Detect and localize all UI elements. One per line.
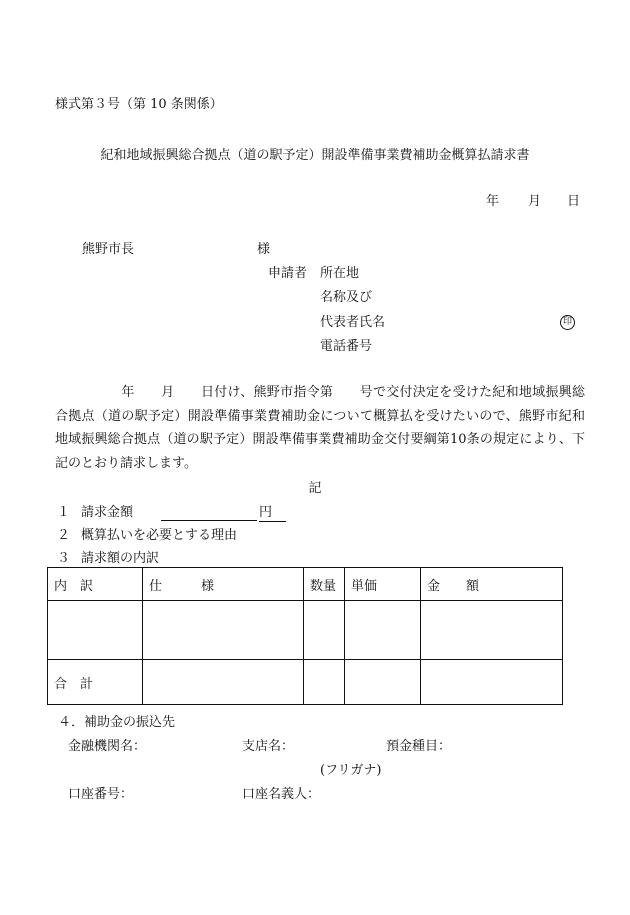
item-number: １ (57, 505, 71, 520)
applicant-representative-label: 代表者氏名 (320, 315, 386, 330)
cell-specification[interactable] (143, 601, 304, 660)
date-day: 日 (567, 194, 581, 209)
table-row (48, 601, 563, 660)
header-quantity: 数量 (304, 568, 345, 601)
cell-unit-price[interactable] (345, 601, 421, 660)
amount-blank[interactable] (161, 506, 257, 521)
cell-breakdown[interactable] (48, 601, 143, 660)
applicant-label: 申請者 (268, 266, 308, 281)
bank-name-label: 金融機関名： (68, 739, 147, 754)
table-total-row (48, 660, 563, 705)
date-month: 月 (528, 194, 542, 209)
item-reason (57, 528, 237, 544)
header-breakdown: 内 訳 (48, 568, 143, 601)
transfer-heading: ４．補助金の振込先 (58, 715, 176, 730)
table-header-row (48, 568, 563, 601)
applicant-address-label: 所在地 (320, 266, 360, 281)
account-number-label: 口座番号： (68, 787, 134, 802)
applicant-phone-label: 電話番号 (320, 339, 373, 354)
applicant-name-label: 名称及び (320, 290, 373, 305)
cell-total-specification[interactable] (143, 660, 304, 705)
header-amount: 金 額 (421, 568, 563, 601)
date-year: 年 (486, 194, 500, 209)
item-label: 請求額の内訳 (81, 551, 160, 566)
item-number: ３ (57, 551, 71, 566)
deposit-type-label: 預金種目： (386, 739, 452, 754)
furigana-label: (フリガナ) (320, 763, 382, 778)
cell-total-quantity[interactable] (304, 660, 345, 705)
addressee-name: 熊野市長 (82, 242, 135, 257)
form-number: 様式第３号（第 10 条関係） (55, 97, 223, 112)
seal-mark: 印 (560, 315, 575, 330)
breakdown-table (47, 567, 563, 705)
total-label: 合 計 (48, 660, 143, 705)
addressee-honorific: 様 (257, 242, 271, 257)
cell-amount[interactable] (421, 601, 563, 660)
header-unit-price: 単価 (345, 568, 421, 601)
yen-unit: 円 (259, 505, 286, 522)
item-number: ２ (57, 528, 71, 543)
cell-quantity[interactable] (304, 601, 345, 660)
item-label: 請求金額 (81, 505, 134, 520)
account-holder-label: 口座名義人： (242, 787, 321, 802)
item-label: 概算払いを必要とする理由 (81, 528, 238, 543)
ki-heading: 記 (308, 481, 322, 496)
cell-total-amount[interactable] (421, 660, 563, 705)
header-specification: 仕 様 (143, 568, 304, 601)
item-breakdown (57, 551, 159, 567)
document-title: 紀和地域振興総合拠点（道の駅予定）開設準備事業費補助金概算払請求書 (100, 148, 530, 163)
branch-name-label: 支店名： (242, 739, 295, 754)
item-request-amount (57, 505, 257, 521)
cell-total-unit-price[interactable] (345, 660, 421, 705)
request-body-text: 年 月 日付け、熊野市指令第 号で交付決定を受けた紀和地域振興総合拠点（道の駅予定）開設準備事業費補助金について概算払を受けたいので、熊野市紀和地域振興総合拠点（道の駅予定）開設準備事業費補助金交付要綱第10条の規定により、下記のとおり請求します。 (55, 385, 585, 471)
